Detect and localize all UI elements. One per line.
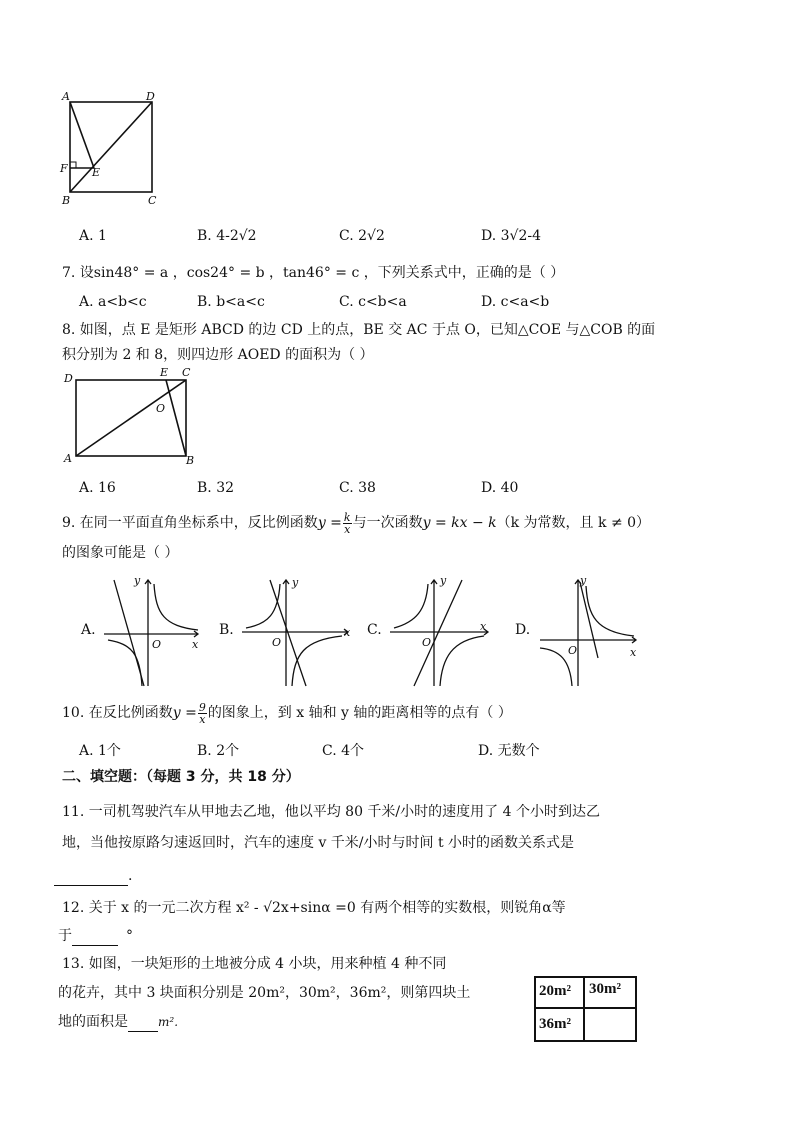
q9d-y-label: y	[580, 574, 587, 587]
q9b-origin: O	[272, 636, 282, 649]
q8-option-a[interactable]: A. 16	[79, 480, 116, 496]
q10-fraction	[198, 702, 207, 725]
q8-option-c[interactable]: C. 38	[339, 480, 376, 496]
q7-option-a[interactable]: A. a<b<c	[79, 294, 147, 310]
q8-figure	[60, 366, 210, 466]
q10-option-b[interactable]: B. 2个	[197, 743, 240, 759]
q12-line1: 12. 关于 x 的一元二次方程 x² - √2x+sinα =0 有两个相等的实数根，则锐角α等	[62, 900, 566, 916]
q9-graph-a[interactable]	[100, 574, 210, 694]
q13-cell-bottom-left: 36m²	[539, 1016, 571, 1032]
q9-frac-den: x	[344, 522, 351, 536]
q13-text-pre: 地的面积是	[58, 1014, 128, 1030]
q13-unit: m².	[158, 1015, 179, 1029]
q6-label-b: B	[62, 194, 71, 207]
q11-answer-blank[interactable]	[54, 869, 128, 886]
q9-y-equals: y =	[317, 515, 342, 531]
q13-cell-top-left: 20m²	[539, 983, 571, 999]
q8-label-c: C	[182, 366, 191, 379]
q7-option-d[interactable]: D. c<a<b	[481, 294, 550, 310]
q8-label-d: D	[64, 372, 73, 385]
q9-question-line2: 的图象可能是（ ）	[62, 545, 179, 561]
q10-option-a[interactable]: A. 1个	[79, 743, 121, 759]
q9-graph-label-c[interactable]: C.	[367, 622, 382, 638]
q8-label-a: A	[64, 452, 72, 465]
q13-line1: 13. 如图，一块矩形的土地被分成 4 小块，用来种植 4 种不同	[62, 956, 447, 972]
q9-linear: y = kx − k	[422, 515, 497, 531]
q10-frac-den: x	[199, 712, 206, 726]
q7-question: 7. 设sin48° = a ，cos24° = b ，tan46° = c ，下列关系式中，正确的是（ ）	[62, 265, 565, 281]
q9c-origin: O	[422, 636, 432, 649]
q12-answer-blank[interactable]	[72, 929, 118, 946]
q9-graph-label-b[interactable]: B.	[219, 622, 234, 638]
q6-label-e: E	[92, 166, 101, 179]
q11-line1: 11. 一司机驾驶汽车从甲地去乙地，他以平均 80 千米/小时的速度用了 4 个小时到达乙	[62, 804, 600, 820]
q8-label-e: E	[160, 366, 169, 379]
q6-option-c[interactable]: C. 2√2	[339, 228, 385, 244]
q12-degree: °	[126, 928, 133, 944]
q6-option-b[interactable]: B. 4-2√2	[197, 228, 257, 244]
q8-question-line2: 积分别为 2 和 8，则四边形 AOED 的面积为（ ）	[62, 347, 374, 363]
q9b-y-label: y	[292, 576, 299, 589]
q13-answer-blank[interactable]	[128, 1015, 158, 1032]
q9-question-line1	[62, 508, 650, 538]
q9d-origin: O	[568, 644, 578, 657]
q9a-x-label: x	[192, 638, 199, 651]
q6-label-c: C	[148, 194, 157, 207]
q13-line3	[58, 1012, 178, 1032]
q6-label-f: F	[60, 162, 68, 175]
q8-label-b: B	[186, 454, 195, 467]
q9-graph-c[interactable]	[386, 574, 496, 694]
q12-line2	[58, 926, 133, 946]
q13-grid-hline	[536, 1007, 635, 1009]
q12-text-pre: 于	[58, 928, 72, 944]
q13-grid-vline	[583, 978, 585, 1040]
q11-answer-line	[54, 866, 132, 886]
q8-label-o: O	[156, 402, 166, 415]
q10-frac-num: 9	[198, 700, 206, 714]
q10-y-equals: y =	[172, 705, 197, 721]
q7-option-b[interactable]: B. b<a<c	[197, 294, 265, 310]
q9-graph-label-a[interactable]: A.	[81, 622, 96, 638]
q8-option-b[interactable]: B. 32	[197, 480, 235, 496]
q10-question	[62, 698, 512, 728]
q8-question-line1: 8. 如图，点 E 是矩形 ABCD 的边 CD 上的点，BE 交 AC 于点 O，已知△COE 与△COB 的面	[62, 322, 656, 338]
q8-option-d[interactable]: D. 40	[481, 480, 519, 496]
q9c-x-label: x	[480, 620, 487, 633]
q9c-y-label: y	[440, 574, 447, 587]
q6-label-d: D	[146, 90, 155, 103]
q9-text-post: （k 为常数，且 k ≠ 0）	[496, 515, 651, 531]
q9-graph-d[interactable]	[538, 574, 648, 694]
q6-figure	[56, 88, 166, 208]
q9b-x-label: x	[344, 626, 351, 639]
q9d-x-label: x	[630, 646, 637, 659]
q6-option-a[interactable]: A. 1	[79, 228, 107, 244]
q13-line2: 的花卉，其中 3 块面积分别是 20m²，30m²，36m²，则第四块土	[58, 985, 471, 1001]
q9-graph-b[interactable]	[238, 574, 358, 694]
q13-area-grid	[534, 976, 637, 1042]
q9-text-pre: 9. 在同一平面直角坐标系中，反比例函数	[62, 515, 318, 531]
q9-text-mid: 与一次函数	[352, 515, 423, 531]
q10-option-c[interactable]: C. 4个	[322, 743, 365, 759]
q9-graph-label-d[interactable]: D.	[515, 622, 531, 638]
q10-text-post: 的图象上，到 x 轴和 y 轴的距离相等的点有（ ）	[207, 705, 512, 721]
q7-option-c[interactable]: C. c<b<a	[339, 294, 407, 310]
q9-fraction	[343, 512, 352, 535]
q9a-y-label: y	[134, 574, 141, 587]
q11-period: .	[128, 868, 133, 884]
q13-cell-top-right: 30m²	[589, 981, 621, 997]
q10-text-pre: 10. 在反比例函数	[62, 705, 173, 721]
q6-option-d[interactable]: D. 3√2-4	[481, 228, 541, 244]
q11-line2: 地，当他按原路匀速返回时，汽车的速度 v 千米/小时与时间 t 小时的函数关系式是	[62, 835, 575, 851]
q10-option-d[interactable]: D. 无数个	[478, 743, 540, 759]
q9-frac-num: k	[343, 510, 351, 524]
section-heading-fill-in: 二、填空题：（每题 3 分，共 18 分）	[62, 769, 300, 785]
q6-label-a: A	[62, 90, 70, 103]
q9a-origin: O	[152, 638, 162, 651]
